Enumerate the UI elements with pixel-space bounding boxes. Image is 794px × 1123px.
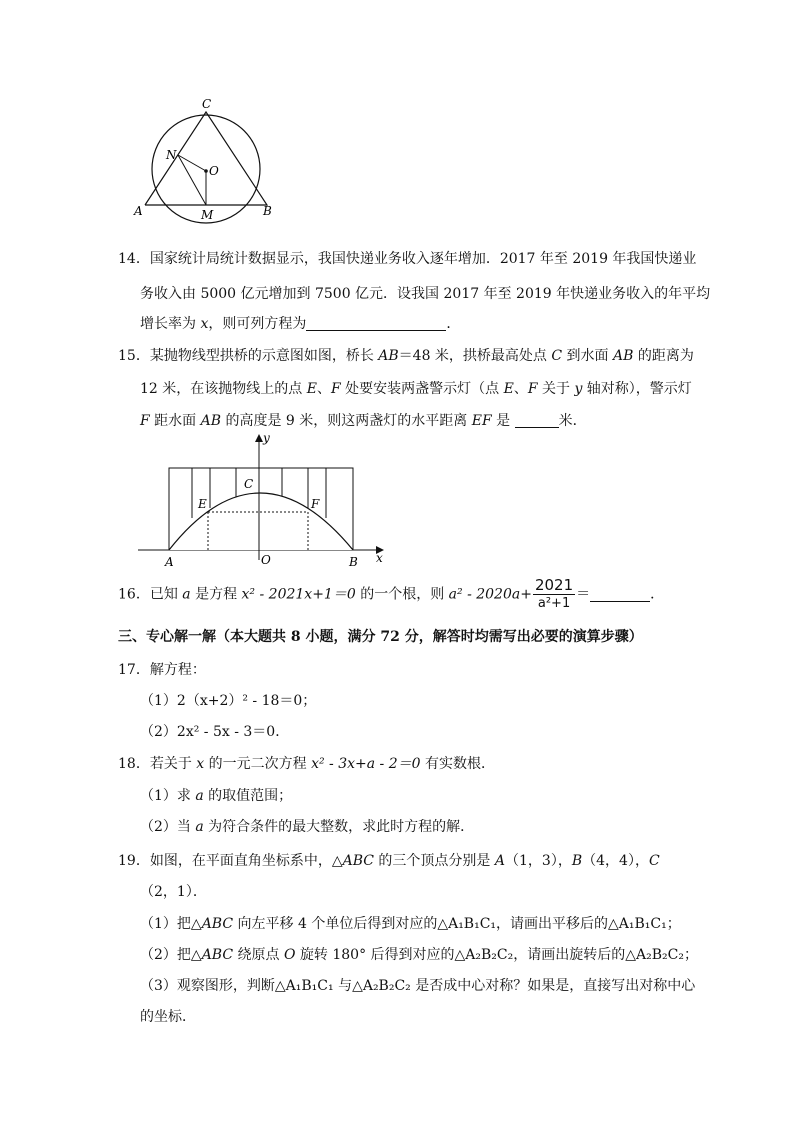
q15-line3: F 距水面 AB 的高度是 9 米，则这两盏灯的水平距离 EF 是 米． (140, 413, 587, 429)
circle-triangle-figure (132, 92, 282, 224)
q16-line: 16．已知 a 是方程 x² - 2021x+1＝0 的一个根，则 a² - 2020a+ $\frac{2021}{\text{a²+1}}$ ＝ ． (118, 576, 665, 611)
q14-line3: 增长率为 x，则可列方程为 ． (140, 316, 461, 332)
q18-part1: （1）求 a 的取值范围； (140, 788, 293, 804)
q19-part2: （2）把△ABC 绕原点 O 旋转 180° 后得到对应的△A₂B₂C₂，请画出旋转后的△A₂B₂C₂； (140, 947, 698, 963)
label-m: M (201, 208, 214, 222)
label-b: B (263, 204, 272, 218)
label-f: F (311, 497, 320, 511)
q18-title: 18．若关于 x 的一元二次方程 x² - 3x+a - 2＝0 有实数根． (118, 756, 495, 772)
parabola-arch (169, 493, 353, 550)
label-x: x (376, 551, 383, 565)
label-c: C (244, 477, 254, 491)
q19-line1: 19．如图，在平面直角坐标系中，△ABC 的三个顶点分别是 A（1，3），B（4，4），C (118, 853, 660, 869)
q14-answer-blank[interactable] (306, 316, 446, 331)
q19-part1: （1）把△ABC 向左平移 4 个单位后得到对应的△A₁B₁C₁，请画出平移后的△A₁B₁C₁； (140, 916, 681, 932)
label-y: y (263, 431, 270, 445)
q14-line1: 14．国家统计局统计数据显示，我国快递业务收入逐年增加．2017 年至 2019 年我国快递业 (118, 251, 697, 267)
arch-bridge-figure (132, 430, 392, 570)
q15-line1: 15．某抛物线型拱桥的示意图如图，桥长 AB＝48 米，拱桥最高处点 C 到水面 AB 的距离为 (118, 348, 694, 364)
q19-line2: （2，1）． (140, 884, 207, 900)
label-b: B (349, 555, 358, 569)
q17-part1: （1）2（x+2）² - 18＝0； (140, 693, 317, 709)
q17-part2: （2）2x² - 5x - 3＝0． (140, 724, 290, 740)
q18-part2: （2）当 a 为符合条件的最大整数，求此时方程的解． (140, 819, 475, 835)
q19-part3: （3）观察图形，判断△A₁B₁C₁ 与△A₂B₂C₂ 是否成中心对称？如果是，直接写出对称中心 (140, 978, 696, 994)
label-n: N (166, 148, 177, 162)
label-o: O (261, 553, 271, 567)
q19-part3-cont: 的坐标． (140, 1009, 196, 1025)
q16-answer-blank[interactable] (590, 587, 650, 602)
label-c: C (202, 97, 212, 111)
q15-answer-blank[interactable] (515, 413, 559, 428)
label-e: E (198, 497, 207, 511)
label-o: O (209, 164, 219, 178)
label-a: A (165, 555, 174, 569)
q14-line2: 务收入由 5000 亿元增加到 7500 亿元．设我国 2017 年至 2019 年快递业务收入的年平均 (140, 286, 711, 302)
label-a: A (134, 204, 143, 218)
q15-line2: 12 米，在该抛物线上的点 E、F 处要安装两盏警示灯（点 E、F 关于 y 轴对称），警示灯 (140, 381, 692, 397)
section-3-heading: 三、专心解一解（本大题共 8 小题，满分 72 分，解答时均需写出必要的演算步骤） (118, 629, 643, 645)
fraction: $\frac{2021}{\text{a²+1}}$ (534, 576, 574, 611)
y-axis-arrow (255, 434, 263, 442)
q17-title: 17．解方程： (118, 662, 206, 678)
point-o (204, 169, 208, 173)
